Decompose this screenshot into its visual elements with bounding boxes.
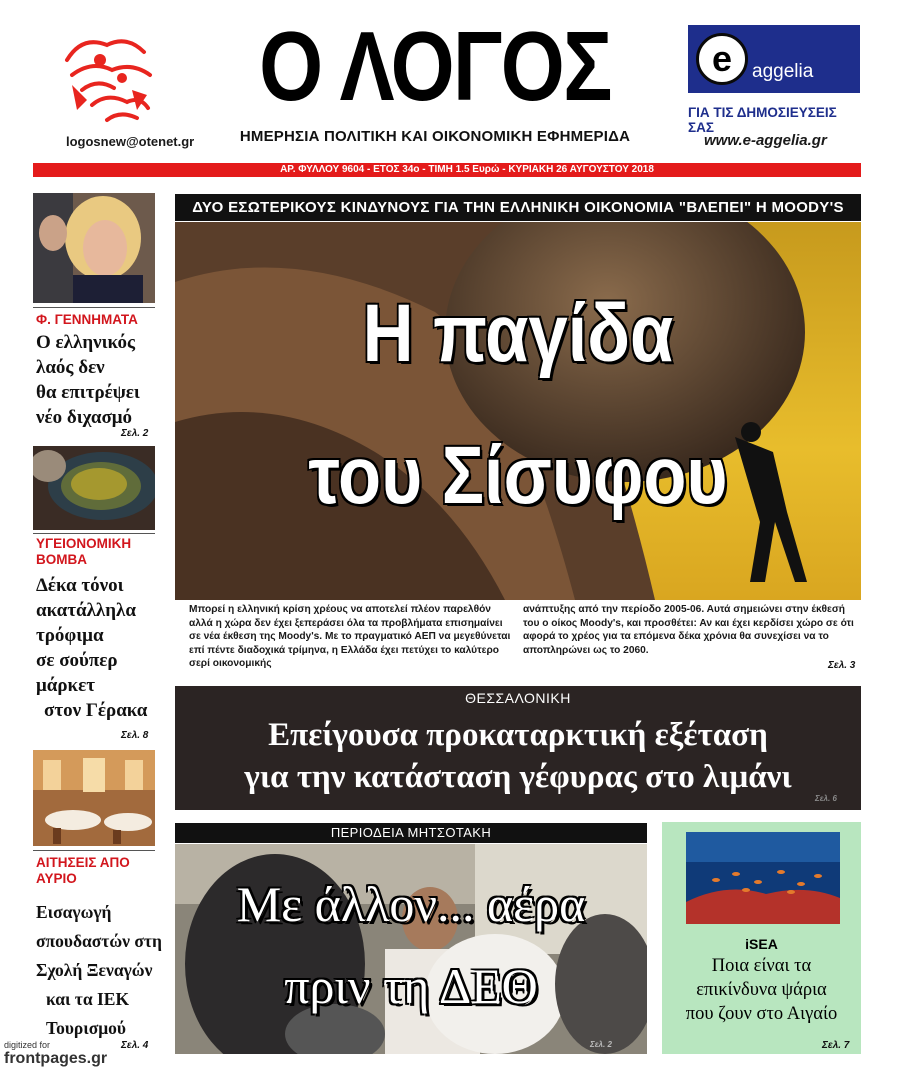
ad-tagline: ΓΙΑ ΤΙΣ ΔΗΜΟΣΙΕΥΣΕΙΣ ΣΑΣ xyxy=(688,105,837,135)
headline-line: Τουρισμού xyxy=(46,1018,126,1038)
page-reference: Σελ. 8 xyxy=(121,730,149,741)
page-reference: Σελ. 4 xyxy=(121,1040,149,1051)
ad-url[interactable]: www.e-aggelia.gr xyxy=(704,132,827,149)
story-kicker: ΘΕΣΣΑΛΟΝΙΚΗ xyxy=(465,690,571,706)
separator: - xyxy=(499,164,509,175)
headline-line: νέο διχασμό xyxy=(36,407,133,428)
headline-line: Σχολή Ξεναγών xyxy=(36,960,153,980)
story-headline[interactable] xyxy=(36,898,162,1043)
ad-name: aggelia xyxy=(752,61,814,82)
issue-number: ΑΡ. ΦΥΛΛΟΥ 9604 xyxy=(280,164,365,175)
headline-line: θα επιτρέψει xyxy=(36,382,140,403)
fish-photo xyxy=(686,832,840,924)
headline-line: τρόφιμα xyxy=(36,625,104,646)
gennimata-photo xyxy=(33,193,155,303)
thessaloniki-story[interactable] xyxy=(175,686,861,810)
page-reference: Σελ. 2 xyxy=(590,1040,612,1049)
headline-line: σπουδαστών στη xyxy=(36,931,162,951)
site-email[interactable]: logosnew@otenet.gr xyxy=(66,134,195,149)
isea-story[interactable] xyxy=(662,822,861,1054)
body-column-1: Μπορεί η ελληνική κρίση χρέους να αποτελεί πλέον παρελθόν αλλά η χώρα δεν έχει ξεπεράσει όλα τα προβλήματα επισημαίνει σε νέα έκθεση της Moody's. Με το πραγματικό ΑΕΠ να μεγεθύνεται επί πέντε διαδοχικά τρίμηνα, η Ελλάδα έχει πετύχει το καλύτερο σερί οικονομικής xyxy=(189,604,511,669)
masthead-title: Ο ΛΟΓΟΣ xyxy=(259,11,611,121)
mitsotakis-headline-line-1[interactable]: Με άλλον... αέρα xyxy=(236,876,586,932)
watermark-caption: digitized for xyxy=(4,1040,51,1050)
newspaper-logo-emblem xyxy=(52,30,162,130)
watermark-site: frontpages.gr xyxy=(4,1050,108,1067)
headline-line: στον Γέρακα xyxy=(44,700,148,721)
headline-line: σε σούπερ xyxy=(36,650,118,671)
story-headline[interactable] xyxy=(36,573,147,723)
lead-headline-line-1[interactable]: Η παγίδα xyxy=(362,288,674,379)
page-reference: Σελ. 7 xyxy=(822,1040,850,1051)
divider xyxy=(33,533,155,534)
story-headline xyxy=(662,954,861,1026)
separator: - xyxy=(419,164,429,175)
headline-line-1: Επείγουσα προκαταρκτική εξέταση xyxy=(268,717,768,753)
headline-line: Ποια είναι τα xyxy=(711,956,812,976)
story-kicker: ΠΕΡΙΟΔΕΙΑ ΜΗΤΣΟΤΑΚΗ xyxy=(175,823,647,843)
sisyphus-photo xyxy=(175,222,861,600)
story-kicker: ΥΓΕΙΟΝΟΜΙΚΗ ΒΟΜΒΑ xyxy=(36,536,132,567)
issue-date: ΚΥΡΙΑΚΗ 26 ΑΥΓΟΥΣΤΟΥ 2018 xyxy=(508,164,654,175)
headline-line: Δέκα τόνοι xyxy=(36,575,124,596)
lead-headline-line-2[interactable]: του Σίσυφου xyxy=(308,430,728,521)
divider xyxy=(33,850,155,851)
food-photo xyxy=(33,446,155,530)
story-kicker: iSEA xyxy=(745,936,778,952)
body-column-2: ανάπτυξης από την περίοδο 2005-06. Αυτά σημειώνει στην έκθεσή του ο οίκος Moody's, και προσθέτει: Αν και έχει κερδίσει χώρο σε ότι αφορά το χρέος για τα επόμενα δέκα χρόνια θα συνεχίσει να το αποπληρώνει ως το 2060. xyxy=(523,604,854,656)
issue-year: ΕΤΟΣ 34ο xyxy=(373,164,420,175)
masthead-subtitle: ΗΜΕΡΗΣΙΑ ΠΟΛΙΤΙΚΗ ΚΑΙ ΟΙΚΟΝΟΜΙΚΗ ΕΦΗΜΕΡΙΔΑ xyxy=(239,128,631,145)
page-reference: Σελ. 6 xyxy=(815,794,837,803)
lead-body xyxy=(175,603,861,671)
issue-price: ΤΙΜΗ 1.5 Ευρώ xyxy=(428,164,500,175)
headline-line: που ζουν στο Αιγαίο xyxy=(685,1004,838,1024)
ad-logo-icon: e xyxy=(696,33,748,85)
page-reference: Σελ. 3 xyxy=(828,660,856,671)
mitsotakis-headline-line-2[interactable]: πριν τη ΔΕΘ xyxy=(284,958,538,1014)
divider xyxy=(33,307,155,308)
headline-line: Ο ελληνικός xyxy=(36,332,135,353)
headline-line: μάρκετ xyxy=(36,675,95,696)
headline-line: λαός δεν xyxy=(36,357,105,378)
lead-kicker: ΔΥΟ ΕΣΩΤΕΡΙΚΟΥΣ ΚΙΝΔΥΝΟΥΣ ΓΙΑ ΤΗΝ ΕΛΛΗΝΙΚΗ ΟΙΚΟΝΟΜΙΑ "ΒΛΕΠΕΙ" Η MOODY'S xyxy=(175,194,861,221)
separator: - xyxy=(364,164,374,175)
ad-banner[interactable] xyxy=(688,25,860,93)
headline-line: ακατάλληλα xyxy=(36,600,136,621)
story-headline[interactable] xyxy=(36,330,140,430)
headline-line-2: για την κατάσταση γέφυρας στο λιμάνι xyxy=(244,759,792,795)
headline-line: επικίνδυνα ψάρια xyxy=(696,980,827,1000)
story-kicker: Φ. ΓΕΝΝΗΜΑΤΑ xyxy=(36,312,138,327)
story-kicker: ΑΙΤΗΣΕΙΣ ΑΠΟ ΑΥΡΙΟ xyxy=(36,855,130,886)
issue-info-bar xyxy=(33,163,861,177)
headline-line: και τα ΙΕΚ xyxy=(46,989,130,1009)
page-reference: Σελ. 2 xyxy=(121,428,149,439)
restaurant-photo xyxy=(33,750,155,846)
headline-line: Εισαγωγή xyxy=(36,902,112,922)
